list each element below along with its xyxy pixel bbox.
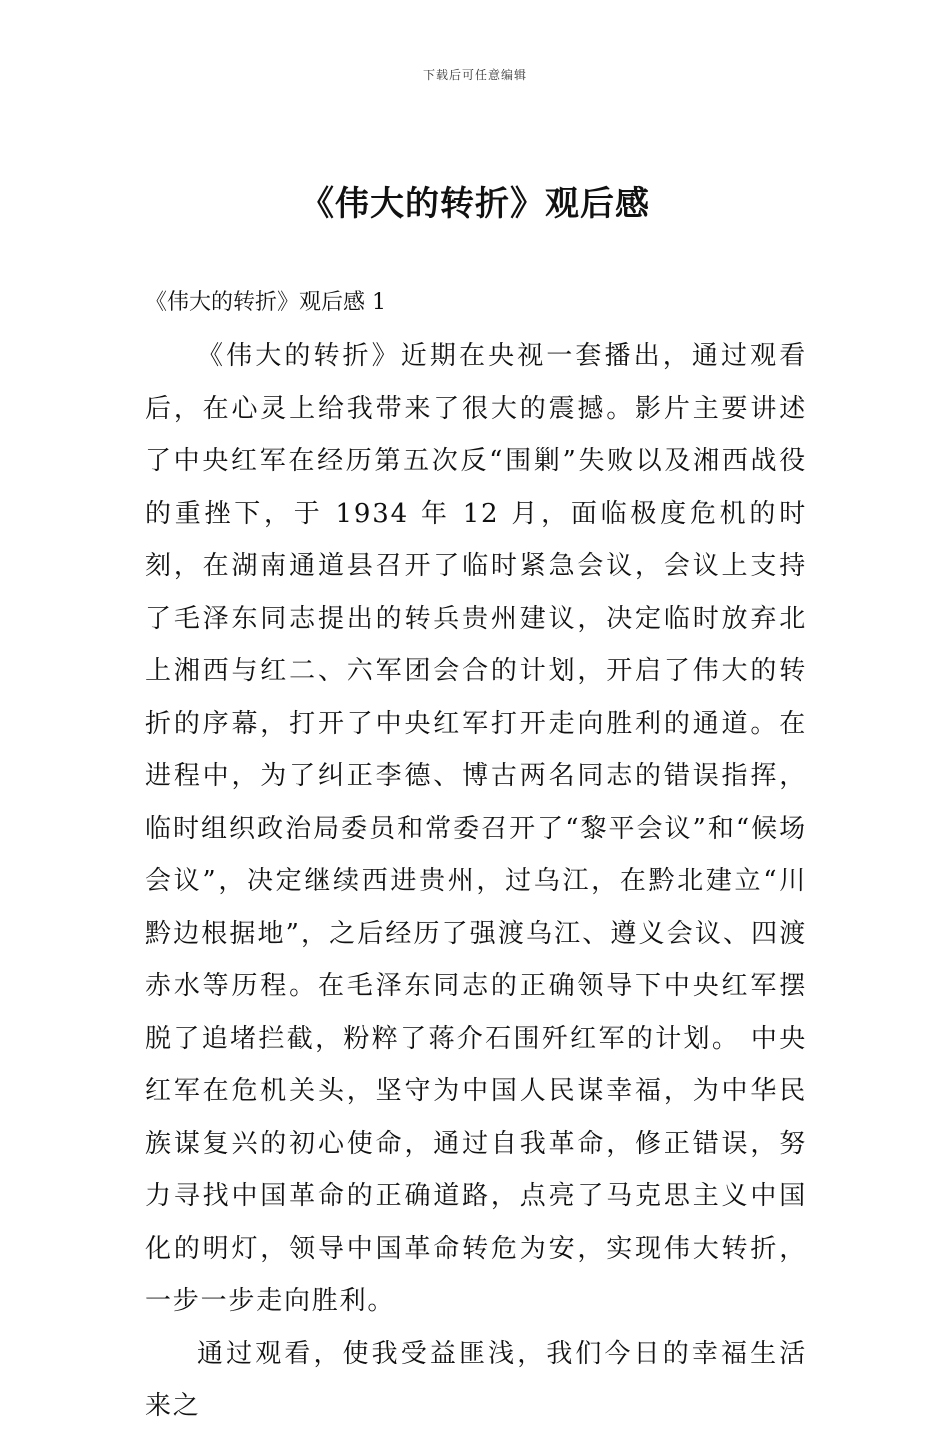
paragraph-2: 通过观看，使我受益匪浅，我们今日的幸福生活来之 — [145, 1338, 807, 1421]
document-title: 《伟大的转折》观后感 — [300, 184, 650, 224]
body-text — [145, 330, 807, 1433]
section-heading: 《伟大的转折》观后感 1 — [145, 290, 386, 315]
header-note: 下载后可任意编辑 — [422, 68, 527, 82]
paragraph-1: 《伟大的转折》近期在央视一套播出，通过观看后，在心灵上给我带来了很大的震撼。影片主要讲述了中央红军在经历第五次反“围剿”失败以及湘西战役的重挫下，于 1934 年 12 月，面临极度危机的时刻，在湖南通道县召开了临时紧急会议，会议上支持了毛泽东同志提出的转兵贵州建议，决定临时放弃北上湘西与红二、六军团会合的计划，开启了伟大的转折的序幕，打开了中央红军打开走向胜利的通道。在进程中，为了纠正李德、博古两名同志的错误指挥，临时组织政治局委员和常委召开了“黎平会议”和“候场会议”，决定继续西进贵州，过乌江，在黔北建立“川黔边根据地”，之后经历了强渡乌江、遵义会议、四渡赤水等历程。在毛泽东同志的正确领导下中央红军摆脱了追堵拦截，粉粹了蒋介石围歼红军的计划。 中央红军在危机关头，坚守为中国人民谋幸福，为中华民族谋复兴的初心使命，通过自我革命，修正错误，努力寻找中国革命的正确道路，点亮了马克思主义中国化的明灯，领导中国革命转危为安，实现伟大转折，一步一步走向胜利。 — [145, 341, 807, 1316]
